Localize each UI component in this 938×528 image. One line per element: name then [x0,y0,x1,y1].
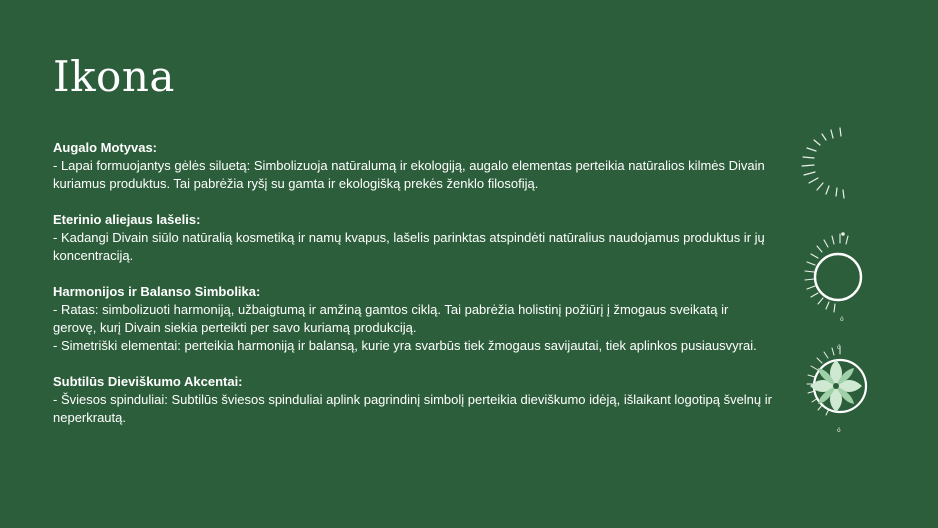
icon-evolution-column [790,120,880,440]
section-divine-accents [53,373,773,427]
svg-text:ó: ó [837,427,841,434]
svg-text:ó: ó [837,344,841,351]
svg-text:ó: ó [840,316,844,323]
section-line: - Simetriški elementai: perteikia harmoniją ir balansą, kurie yra svarbūs tiek žmogaus savijautai, tiek aplinkos pusiausvyrai. [53,338,757,353]
sun-rays-icon [790,120,880,205]
section-heading: Harmonijos ir Balanso Simbolika: [53,284,261,299]
section-line: - Šviesos spinduliai: Subtilūs šviesos spinduliai aplink pagrindinį simbolį perteikia dieviškumo idėją, išlaikant logotipą švelnų ir neperkrautą. [53,392,772,425]
section-plant-motif [53,139,773,193]
section-oil-drop [53,211,773,265]
section-line: - Kadangi Divain siūlo natūralią kosmetiką ir namų kvapus, lašelis parinktas atspindėti natūralius naudojamus produktus ir jų koncentraciją. [53,230,765,263]
section-line: - Ratas: simbolizuoti harmoniją, užbaigtumą ir amžiną gamtos ciklą. Tai pabrėžia holistinį požiūrį į žmogaus sveikatą ir gerovę, kurį Divain siekia perteikti per savo kuriamą produkciją. [53,302,729,335]
section-heading: Eterinio aliejaus lašelis: [53,212,201,227]
section-heading: Augalo Motyvas: [53,140,158,155]
section-line: - Lapai formuojantys gėlės siluetą: Simbolizuoja natūralumą ir ekologiją, augalo elementas perteikia natūralios kilmės Divain kuriamus produktus. Tai pabrėžia ryšį su gamta ir ekologišką prekės ženklo filosofiją. [53,158,765,191]
section-heading: Subtilūs Dieviškumo Akcentai: [53,374,243,389]
section-harmony [53,283,773,355]
page-title: Ikona [53,52,175,101]
description-text [53,139,773,445]
circle-rays-icon [790,228,880,328]
leaf-flower-logo-icon [790,342,880,437]
